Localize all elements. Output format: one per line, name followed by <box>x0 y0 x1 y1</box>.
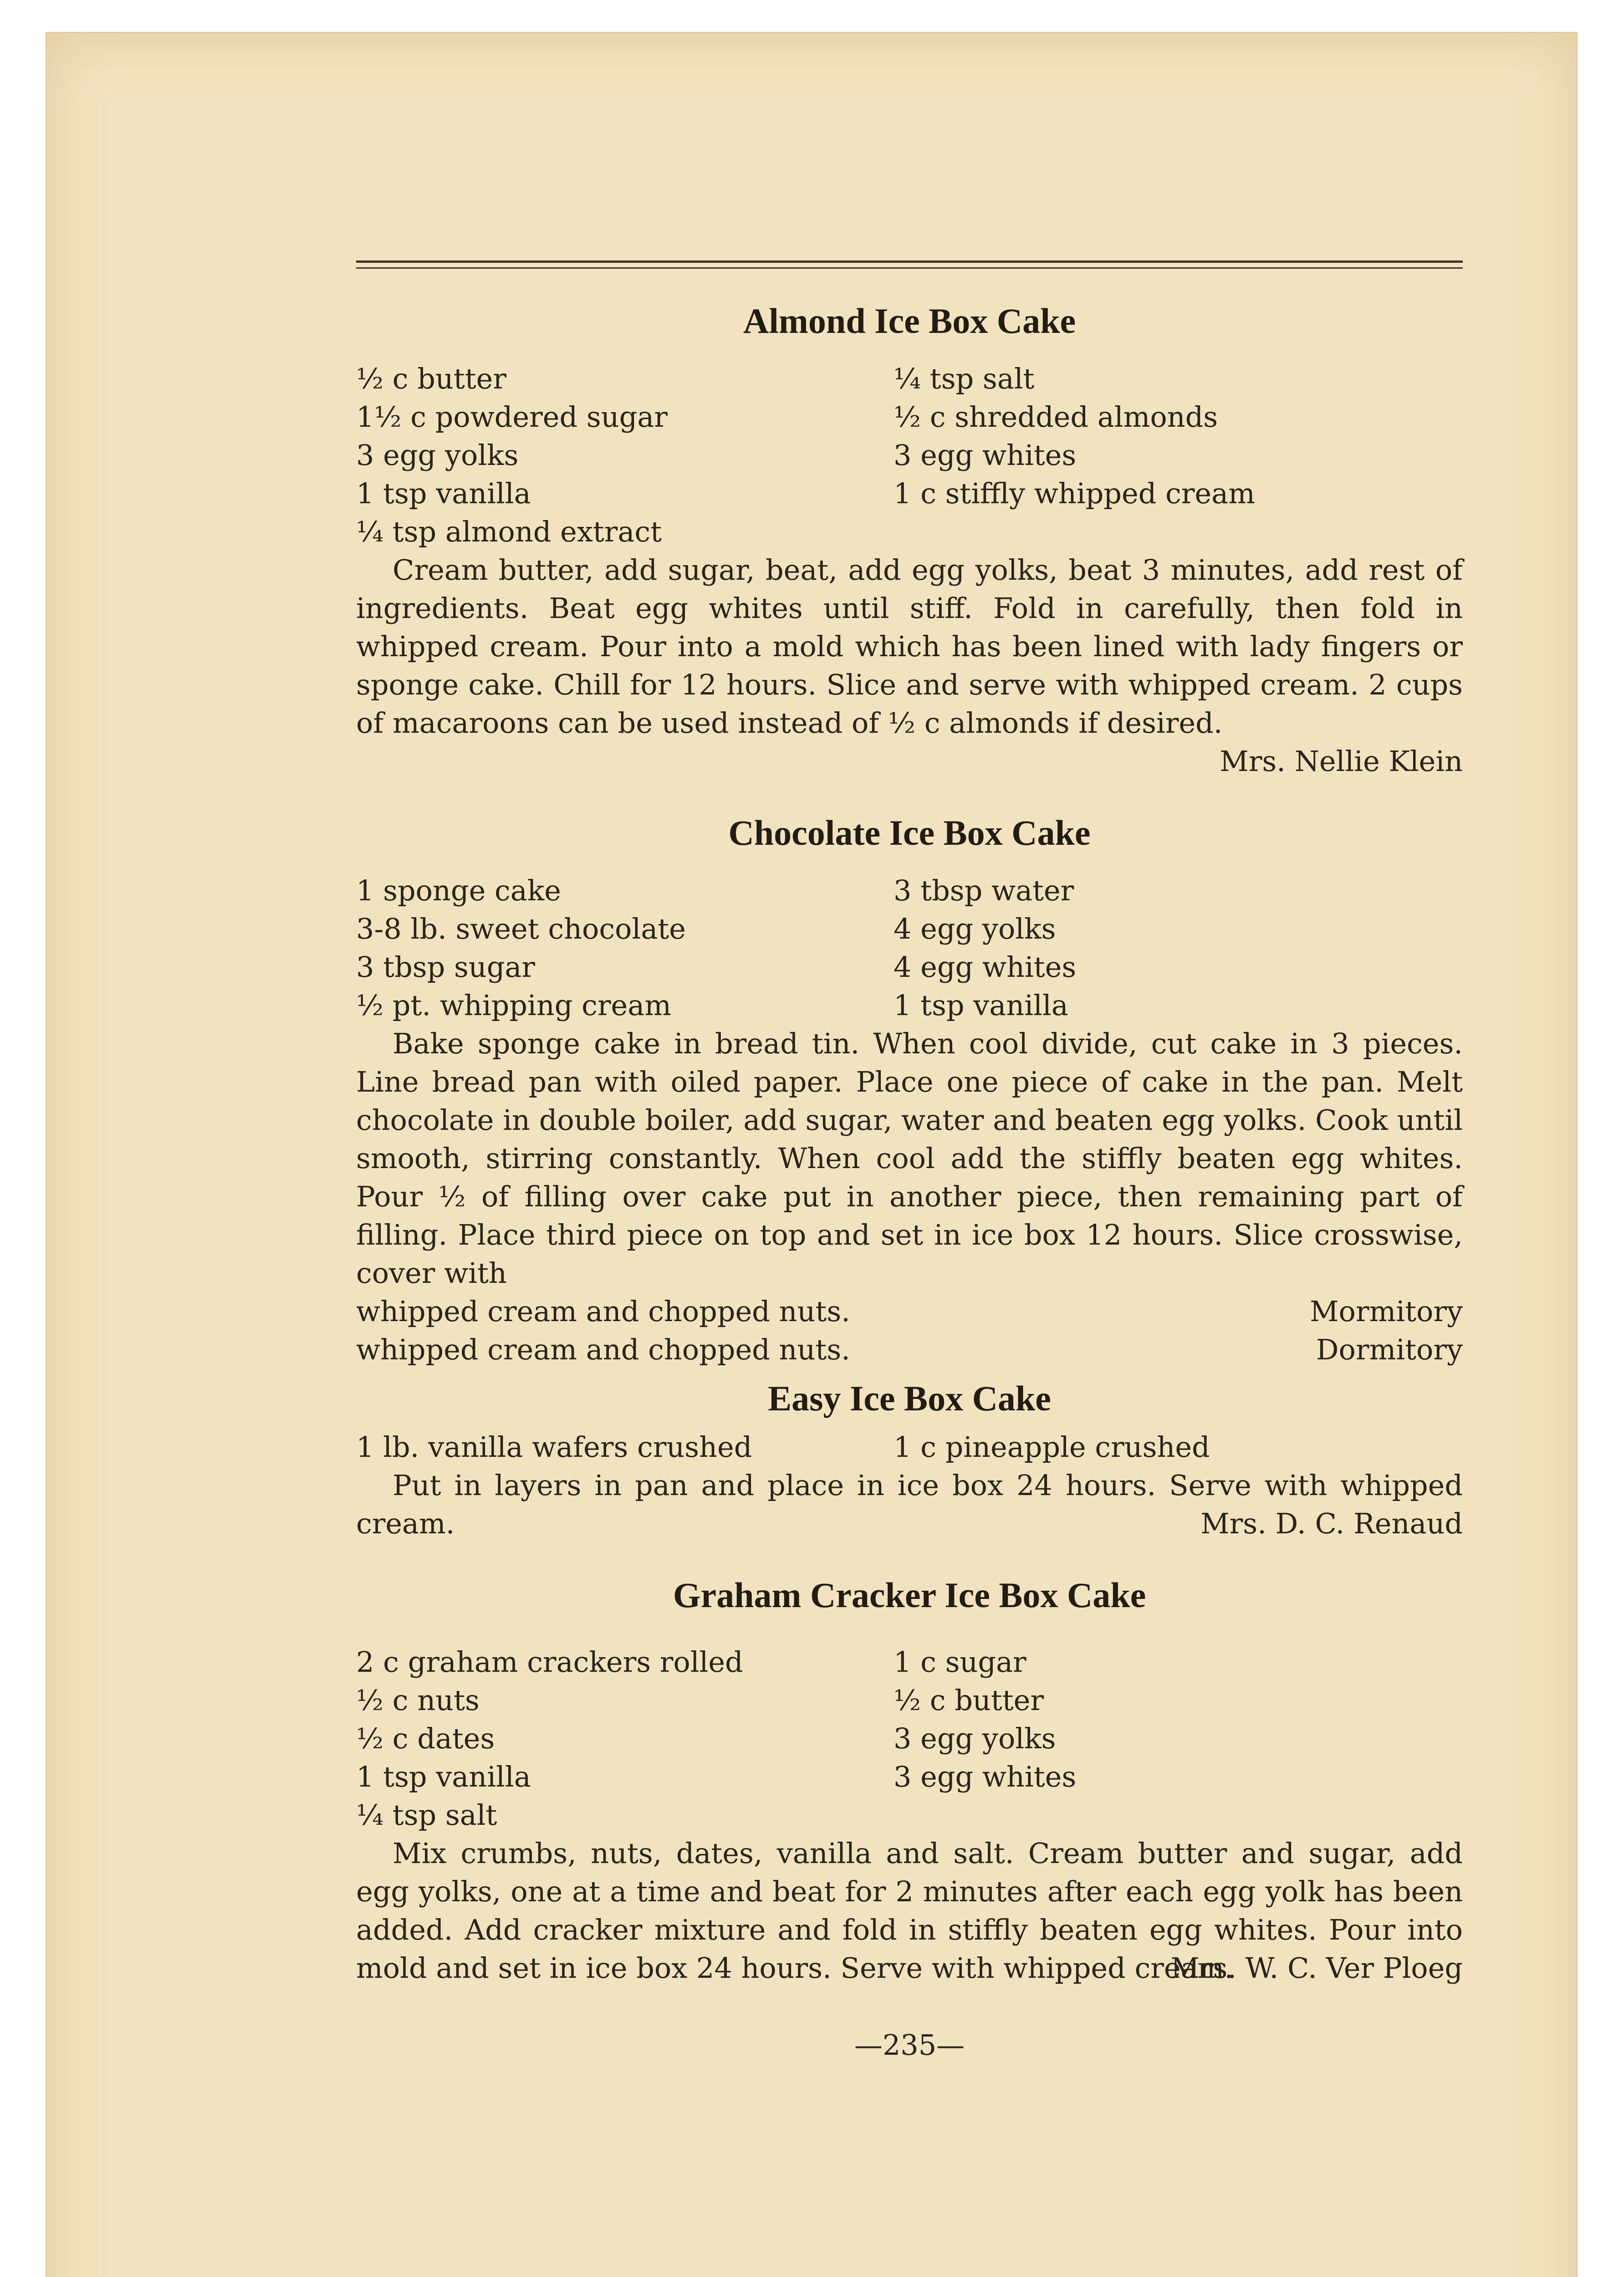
ingredient-list <box>356 872 1463 1025</box>
ingredient: 3 egg whites <box>894 439 1077 472</box>
ingredient: ½ c dates <box>356 1722 495 1755</box>
ingredient-list <box>356 1428 1463 1466</box>
ingredient: 1½ c powdered sugar <box>356 400 668 434</box>
ingredient: 1 tsp vanilla <box>894 989 1068 1022</box>
ingredient: 3 egg yolks <box>894 1722 1056 1755</box>
recipe-directions: Cream butter, add sugar, beat, add egg yolks, beat 3 minutes, add rest of ingredients. Beat egg whites until stiff. Fold in carefully, then fold in whipped cream. Pour into a mold which has been lined with lady fingers or sponge cake. Chill for 12 hours. Slice and serve with whipped cream. 2 cups of macaroons can be used instead of ½ c almonds if desired. <box>356 553 1463 740</box>
recipe-graham-cracker-ice-box-cake <box>356 1575 1463 1987</box>
ingredient: 1 tsp vanilla <box>356 477 531 510</box>
ingredient: 3-8 lb. sweet chocolate <box>356 912 686 945</box>
ingredient: 4 egg whites <box>894 950 1077 984</box>
ingredient-list <box>356 1643 1463 1834</box>
ingredient: ¼ tsp almond extract <box>356 515 662 548</box>
ingredient: ½ c nuts <box>356 1684 480 1717</box>
recipe-contributor: Mrs. W. C. Ver Ploeg <box>1170 1951 1463 1985</box>
ingredient: 3 tbsp sugar <box>356 950 536 984</box>
recipe-contributor: Dormitory <box>1316 1333 1463 1366</box>
ingredient: 2 c graham crackers rolled <box>356 1645 743 1679</box>
header-rule-thin <box>356 267 1463 269</box>
recipe-directions: Mix crumbs, nuts, dates, vanilla and salt. Cream butter and sugar, add egg yolks, one at a time and beat for 2 minutes after each egg yolk has been added. Add cracker mixture and fold in stiffly beaten egg whites. Pour into mold and set in ice box 24 hours. Serve with whipped cream. <box>356 1837 1463 1985</box>
recipe-chocolate-ice-box-cake <box>356 812 1463 1369</box>
recipe-extra-row <box>356 1331 1463 1369</box>
ingredient: 3 tbsp water <box>894 874 1074 907</box>
recipe-title: Graham Cracker Ice Box Cake <box>673 1575 1146 1615</box>
recipe-title: Almond Ice Box Cake <box>743 301 1076 341</box>
recipe-title: Easy Ice Box Cake <box>768 1378 1051 1418</box>
ingredient-list <box>356 360 1463 551</box>
ingredient: ¼ tsp salt <box>356 1798 497 1832</box>
recipe-title: Chocolate Ice Box Cake <box>728 813 1091 853</box>
ingredient: 1 c pineapple crushed <box>894 1430 1210 1464</box>
ingredient: 1 tsp vanilla <box>356 1760 531 1793</box>
recipe-extra-line: whipped cream and chopped nuts. <box>356 1295 850 1328</box>
recipe-contributor: Mrs. D. C. Renaud <box>1200 1507 1463 1540</box>
ingredient: ½ pt. whipping cream <box>356 989 671 1022</box>
recipe-extra-row <box>356 1292 1463 1331</box>
ingredient: ¼ tsp salt <box>894 362 1035 395</box>
ingredient: 4 egg yolks <box>894 912 1056 945</box>
recipe-almond-ice-box-cake <box>356 301 1463 781</box>
recipe-easy-ice-box-cake <box>356 1378 1463 1543</box>
page-column <box>356 260 1463 2062</box>
recipe-directions: Put in layers in pan and place in ice box 24 hours. Serve with whipped cream. <box>356 1469 1463 1540</box>
ingredient: ½ c shredded almonds <box>894 400 1218 434</box>
recipe-extra-line: whipped cream and chopped nuts. <box>356 1333 850 1366</box>
book-page <box>46 32 1578 2277</box>
page-number: —235— <box>854 2028 965 2062</box>
ingredient: ½ c butter <box>356 362 507 395</box>
ingredient: 3 egg whites <box>894 1760 1077 1793</box>
ingredient: ½ c butter <box>894 1684 1044 1717</box>
ingredient: 1 c stiffly whipped cream <box>894 477 1255 510</box>
recipe-directions: Bake sponge cake in bread tin. When cool divide, cut cake in 3 pieces. Line bread pan with oiled paper. Place one piece of cake in the pan. Melt chocolate in double boiler, add sugar, water and beaten egg yolks. Cook until smooth, stirring constantly. When cool add the stiffly beaten egg whites. Pour ½ of filling over cake put in another piece, then remaining part of filling. Place third piece on top and set in ice box 12 hours. Slice crosswise, cover with <box>356 1027 1463 1290</box>
ingredient: 1 c sugar <box>894 1645 1026 1679</box>
recipe-contributor: Mrs. Nellie Klein <box>1220 745 1463 778</box>
ingredient: 1 lb. vanilla wafers crushed <box>356 1430 752 1464</box>
recipe-contributor: Mormitory <box>1310 1295 1463 1328</box>
ingredient: 3 egg yolks <box>356 439 519 472</box>
ingredient: 1 sponge cake <box>356 874 561 907</box>
header-rule <box>356 260 1463 263</box>
